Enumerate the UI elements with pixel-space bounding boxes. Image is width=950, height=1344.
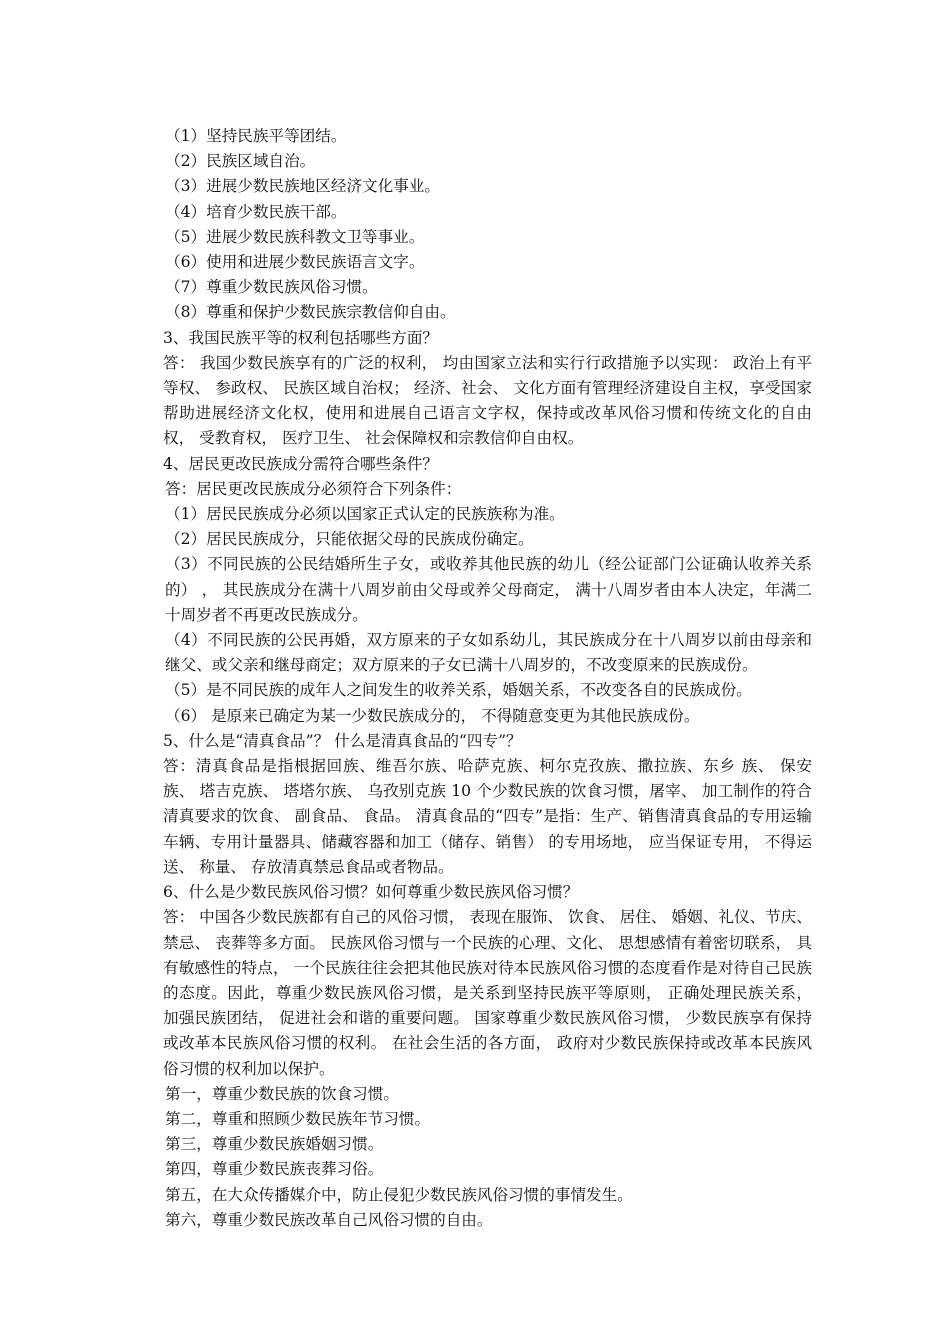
question-5-heading: 5、什么是“清真食品”？ 什么是清真食品的“四专”？: [163, 731, 522, 750]
question-3-answer: 答： 我国少数民族享有的广泛的权利， 均由国家立法和实行行政措施予以实现： 政治上有平等权、 参政权、 民族区域自治权； 经济、社会、 文化方面有管理经济建设自主权，享受国家帮助进展经济文化权，使用和进展自己语言文字权，保持或改革风俗习惯和传统文化的自由权， 受教育权， 医疗卫生、 社会保障权和宗教信仰自由权。: [163, 353, 812, 448]
question-6-answer: 答： 中国各少数民族都有自己的风俗习惯， 表现在服饰、 饮食、 居住、 婚姻、礼仪、节庆、 禁忌、 丧葬等多方面。 民族风俗习惯与一个民族的心理、文化、 思想感情有着密切联系， 具有敏感性的特点， 一个民族往往会把其他民族对待本民族风俗习惯的态度看作是对待自己民族的态度。因此，尊重少数民族风俗习惯，是关系到坚持民族平等原则， 正确处理民族关系， 加强民族团结， 促进社会和谐的重要问题。 国家尊重少数民族风俗习惯， 少数民族享有保持或改革本民族风俗习惯的权利。 在社会生活的各方面， 政府对少数民族保持或改革本民族风俗习惯的权利加以保护。: [163, 908, 812, 1078]
list-item: 第一，尊重少数民族的饮食习惯。: [165, 1084, 399, 1103]
question-4-heading: 4、居民更改民族成分需符合哪些条件？: [163, 454, 439, 473]
list-item: （6）使用和进展少数民族语言文字。: [165, 253, 425, 272]
list-item: （1）居民民族成分必须以国家正式认定的民族族称为准。: [165, 505, 565, 524]
list-item: （6） 是原来已确定为某一少数民族成分的， 不得随意变更为其他民族成份。: [165, 706, 700, 725]
list-item: （4）培育少数民族干部。: [165, 202, 347, 221]
list-item: 第二，尊重和照顾少数民族年节习惯。: [165, 1109, 431, 1128]
list-item: 第四，尊重少数民族丧葬习俗。: [165, 1160, 384, 1179]
list-item: 第六，尊重少数民族改革自己风俗习惯的自由。: [165, 1210, 493, 1229]
list-item: 第五，在大众传播媒介中，防止侵犯少数民族风俗习惯的事情发生。: [165, 1185, 633, 1204]
list-item: （7）尊重少数民族风俗习惯。: [165, 278, 378, 297]
list-item: （3）进展少数民族地区经济文化事业。: [165, 177, 441, 196]
list-item: （5）进展少数民族科教文卫等事业。: [165, 227, 425, 246]
list-item: （5）是不同民族的成年人之间发生的收养关系，婚姻关系，不改变各自的民族成份。: [165, 681, 752, 700]
list-item: 第三，尊重少数民族婚姻习惯。: [165, 1135, 384, 1154]
list-item: （8）尊重和保护少数民族宗教信仰自由。: [165, 303, 456, 322]
list-item: （3）不同民族的公民结婚所生子女，或收养其他民族的幼儿（经公证部门公证确认收养关系的） ， 其民族成分在满十八周岁前由父母或养父母商定， 满十八周岁者由本人决定，年满二十周岁者不再更改民族成分。: [165, 555, 812, 624]
question-3-heading: 3、我国民族平等的权利包括哪些方面？: [163, 328, 439, 347]
question-5-answer: 答：清真食品是指根据回族、维吾尔族、哈萨克族、柯尔克孜族、撒拉族、东乡 族、 保安族、 塔吉克族、 塔塔尔族、 乌孜别克族 10 个少数民族的饮食习惯，屠宰、 加工制作的符合清真要求的饮食、 副食品、 食品。 清真食品的“四专”是指：生产、销售清真食品的专用运输车辆、专用计量器具、储藏容器和加工（储存、销售） 的专用场地， 应当保证专用， 不得运送、 称量、 存放清真禁忌食品或者物品。: [163, 757, 812, 876]
list-item: （2）民族区域自治。: [165, 152, 316, 171]
list-item: （2）居民民族成分，只能依据父母的民族成份确定。: [165, 530, 534, 549]
list-item: （1）坚持民族平等团结。: [165, 127, 347, 145]
question-4-answer-intro: 答：居民更改民族成分必须符合下列条件：: [165, 479, 462, 498]
question-6-heading: 6、什么是少数民族风俗习惯？如何尊重少数民族风俗习惯？: [163, 883, 579, 902]
list-item: （4）不同民族的公民再婚，双方原来的子女如系幼儿，其民族成分在十八周岁以前由母亲和继父、或父亲和继母商定；双方原来的子女已满十八周岁的，不改变原来的民族成份。: [165, 631, 812, 675]
